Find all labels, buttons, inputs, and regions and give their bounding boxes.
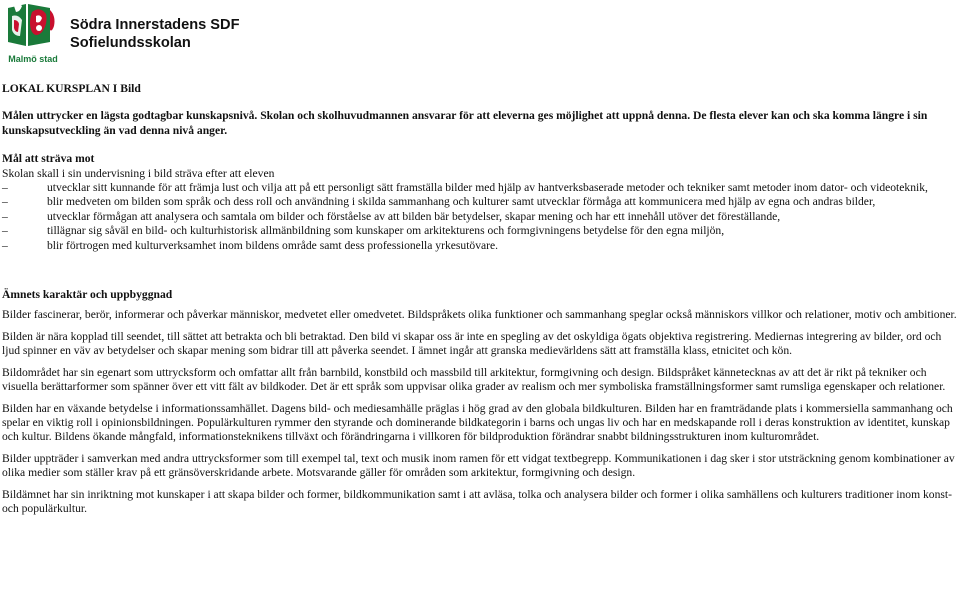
document-title: LOKAL KURSPLAN I Bild [2, 82, 141, 95]
page-header [6, 2, 946, 64]
crest-icon [6, 2, 60, 54]
paragraph: Bilder fascinerar, berör, informerar och påverkar människor, medvetet eller omedvetet. Bildspråkets olika funktioner och sammanhang speglar också människors villkor och relationer, motiv och ambitioner. [2, 308, 957, 322]
dash-bullet: – [2, 195, 8, 209]
dash-bullet: – [2, 238, 8, 252]
paragraph: Bilder uppträder i samverkan med andra uttrycksformer som till exempel tal, text och musik inom ramen för ett vidgat textbegrepp. Kommunikationen i dag sker i stor utsträckning genom kombinationer av olika medier som ställer krav på ett gränsöverskridande arbete. Motsvarande gäller för områden som arkitektur, formgivning och design. [2, 451, 955, 480]
logo-text: Malmö stad [8, 54, 58, 64]
paragraph: Bilden har en växande betydelse i informationssamhället. Dagens bild- och mediesamhälle präglas i hög grad av den globala bildkulturen. Bilden har en framträdande plats i kommersiella sammanhang och spelar en viktig roll i opinionsbildningen. Populärkulturen rymmer den styrande och dominerande bildkategorin i barns och ungas liv och har en medskapande roll i deras konstruktion av identitet, kunskap och kultur. Bildens ökande mångfald, informationsteknikens tillväxt och förändringarna i villkoren för bildproduktion förändrar snabbt bildningsstrukturen inom kulturområdet. [2, 401, 953, 444]
goal-item: – blir medveten om bilden som språk och dess roll och användning i skilda sammanhang och kulturer samt utvecklar förmåga att kommunicera med hjälp av egna och andras bilder, [2, 195, 876, 209]
goals-lead: Skolan skall i sin undervisning i bild sträva efter att eleven [2, 166, 275, 180]
dash-bullet: – [2, 181, 8, 195]
goal-item: – utvecklar sitt kunnande för att främja lust och vilja att på ett personligt sätt framställa bilder med hjälp av hantverksbaserade metoder och tekniker samt metoder inom dator- och videoteknik, [2, 181, 928, 195]
organization-name [70, 16, 240, 52]
dash-bullet: – [2, 209, 8, 223]
org-line-1: Södra Innerstadens SDF [70, 17, 240, 33]
goal-item: – utvecklar förmågan att analysera och samtala om bilder och förståelse av att bilden bär betydelser, skapar mening och har ett innehåll utöver det föreställande, [2, 209, 781, 223]
org-line-2: Sofielundsskolan [70, 35, 191, 51]
paragraph: Bildområdet har sin egenart som uttrycksform och omfattar allt från barnbild, konstbild och massbild till arkitektur, formgivning och design. Bildspråket kännetecknas av att det är rikt på tekniker och visuella berättarformer som spänner över ett vitt fält av bildkoder. Det är ett språk som uppvisar olika grader av realism och mer symboliska framställningsformer samt rumsliga egenskaper och relationer. [2, 365, 946, 394]
paragraph: Bildämnet har sin inriktning mot kunskaper i att skapa bilder och former, bildkommunikation samt i att avläsa, tolka och analysera bilder och former i olika samhällens och kulturers traditioner inom konst- och populärkultur. [2, 487, 952, 515]
section-heading: Ämnets karaktär och uppbyggnad [2, 288, 173, 302]
malmo-stad-logo [6, 2, 60, 62]
document-body [2, 82, 958, 516]
goal-item: – tillägnar sig såväl en bild- och kulturhistorisk allmänbildning som kunskaper om arkitekturens och formgivningens betydelse för den egna miljön, [2, 224, 725, 238]
section-paragraphs [2, 308, 958, 516]
goals-list [2, 181, 958, 253]
goal-item: – blir förtrogen med kulturverksamhet inom bildens område samt dess professionella yrkesutövare. [2, 238, 499, 252]
paragraph: Bilden är nära kopplad till seendet, till sättet att betrakta och bli betraktad. Den bild vi skapar oss är inte en spegling av det oskyldiga ögats objektiva registrering. Mediernas integrering av bilder, ord och ljud spinner en väv av betydelser och skapar mening som bidrar till att påverka seendet. I ämnet ingår att granska medievärldens sätt att framställa klass, etnicitet och kön. [2, 329, 942, 358]
intro-text: Målen uttrycker en lägsta godtagbar kunskapsnivå. Skolan och skolhuvudmannen ansvarar för att eleverna ges möjlighet att uppnå denna. De flesta elever kan och ska komma längre i sin kunskapsutveckling än vad denna nivå anger. [2, 109, 928, 137]
dash-bullet: – [2, 224, 8, 238]
goals-heading: Mål att sträva mot [2, 152, 95, 166]
